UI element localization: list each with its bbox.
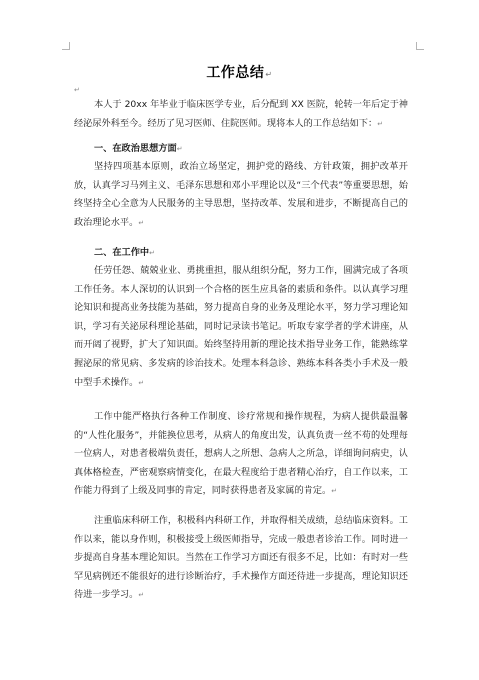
margin-corner-top-right <box>416 42 424 50</box>
empty-paragraph-mark: ↵ <box>74 86 80 94</box>
paragraph-intro[interactable]: 本人于 20xx 年毕业于临床医学专业，后分配到 XX 医院，轮转一年后定于神经泌尿外科至今。经历了见习医师、住院医师。现将本人的工作总结如下：↵ <box>74 99 408 129</box>
paragraph-research[interactable]: 注重临床科研工作，积极科内科研工作，并取得相关成绩，总结临床资料。工作以来，能以身作则，积极接受上级医师指导，完成一般患者诊治工作。同时进一步提高自身基本理论知识。当然在工作学习方面还有很多不足，比如：有时对一些罕见病例还不能很好的进行诊断治疗，手术操作方面还待进一步提高，理论知识还待进一步学习。↵ <box>74 515 408 601</box>
margin-corner-top-left <box>62 42 70 50</box>
heading-political[interactable]: 一、在政治思想方面↵ <box>94 143 183 154</box>
document-title: 工作总结↵ <box>206 65 273 81</box>
paragraph-political[interactable]: 坚持四项基本原则，政治立场坚定，拥护党的路线、方针政策，拥护改革开放，认真学习马列主义、毛泽东思想和邓小平理论以及“三个代表”等重要思想，始终坚持全心全意为人民服务的主导思想，坚持改革、发展和进步，不断提高自己的政治理论水平。↵ <box>74 161 408 228</box>
paragraph-work[interactable]: 任劳任怨、兢兢业业、勇挑重担，服从组织分配，努力工作，圆满完成了各项工作任务。本人深切的认识到一个合格的医生应具备的素质和条件。以认真学习理论知识和提高业务技能为基础，努力提高自身的业务及理论水平，努力学习理论知识，学习有关泌尿科理论基础，同时记录读书笔记。听取专家学者的学术讲座，从而开阔了视野，扩大了知识面。始终坚持用新的理论技术指导业务工作，能熟练掌握泌尿的常见病、多发病的诊治技术。处理本科急诊、熟练本科各类小手术及一般中型手术操作。↵ <box>74 265 408 388</box>
heading-work[interactable]: 二、在工作中↵ <box>94 247 155 258</box>
paragraph-service[interactable]: 工作中能严格执行各种工作制度、诊疗常规和操作规程，为病人提供最温馨的“人性化服务”，并能换位思考，从病人的角度出发，认真负责一丝不苟的处理每一位病人，对患者极端负责任，想病人之所想、急病人之所急，详细询问病史，认真体格检查，严密观察病情变化，在最大程度给于患者精心治疗，自工作以来，工作能力得到了上级及同事的肯定，同时获得患者及家属的肯定。↵ <box>74 411 408 497</box>
